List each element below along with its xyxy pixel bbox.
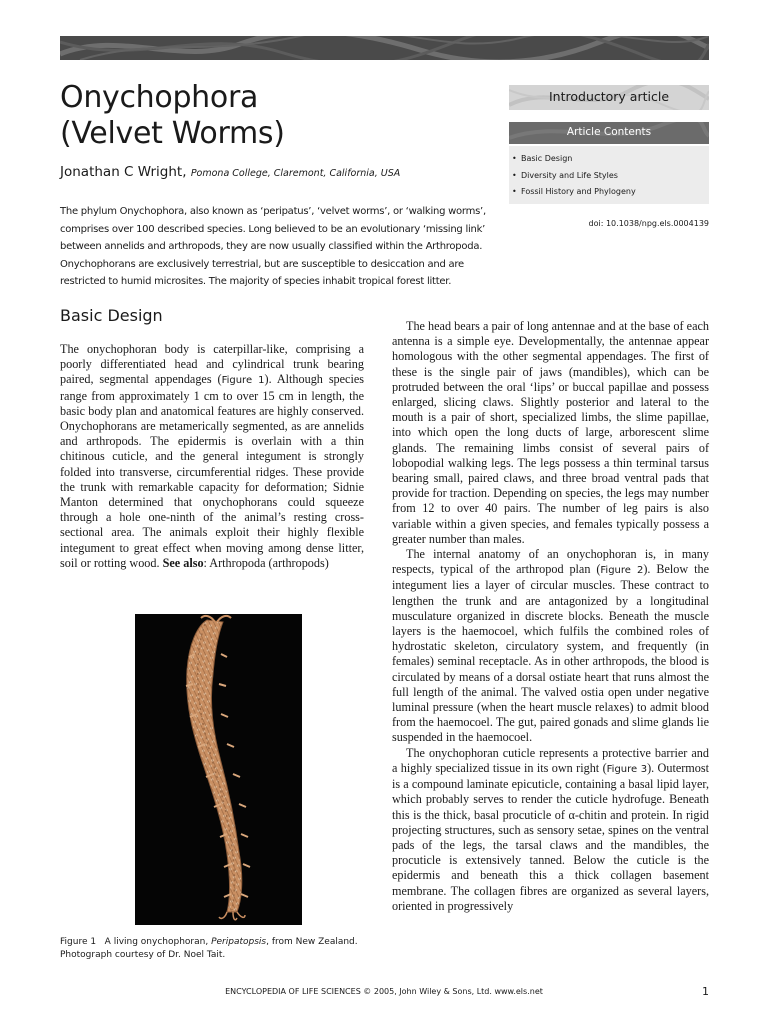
title-line-1: Onychophora — [60, 80, 259, 115]
banner-pattern — [60, 36, 709, 60]
contents-item-diversity[interactable]: • Diversity and Life Styles — [509, 168, 709, 185]
col1-text-1: The onychophoran body is caterpillar-like, comprising a poorly differentiated head and cylindrical trunk bearing paired, segmental appendages ( — [60, 342, 364, 387]
article-title — [60, 80, 285, 152]
page-number: 1 — [702, 985, 709, 998]
article-type-box — [509, 85, 709, 110]
contents-item-basic-design[interactable]: • Basic Design — [509, 151, 709, 168]
contents-heading-box — [509, 122, 709, 144]
see-also-label: See also — [162, 555, 204, 570]
caption-text-1: A living onychophoran, — [104, 937, 212, 947]
abstract: The phylum Onychophora, also known as ‘peripatus’, ‘velvet worms’, or ‘walking worms’, comprises over 100 described species. Long believed to be an evolutionary ‘missing link’ between annelids and arthropods, they are now usually classified within the Arthropoda. Onychophorans are exclusively terrestrial, but are susceptible to desiccation and are restricted to humid microsites. The majority of species inhabit tropical forest litter. — [60, 206, 486, 287]
contents-heading-label: Article Contents — [566, 126, 652, 138]
col2-p3-text-1: The onychophoran cuticle represents a protective barrier and a highly specialized tissue in its own right ( — [392, 745, 709, 775]
body-column-left — [60, 342, 364, 571]
author-name: Jonathan C Wright, — [60, 164, 187, 180]
figure-2-link[interactable]: Figure 2 — [600, 565, 644, 577]
see-also-arthropoda-link[interactable]: : Arthropoda (arthropods) — [203, 555, 329, 570]
article-contents-list — [509, 146, 709, 204]
col2-paragraph-3 — [392, 746, 709, 914]
page-footer: ENCYCLOPEDIA OF LIFE SCIENCES © 2005, John Wiley & Sons, Ltd. www.els.net — [225, 987, 543, 996]
col2-paragraph-1: The head bears a pair of long antennae and at the base of each antenna is a simple eye. Developmentally, the antennae appear homologous with the other segmental appendages. The first of these is the single pair of jaws (mandibles), which can be protruded between the oral ‘lips’ or buccal papillae and possess enlarged, slicing claws. Slightly posterior and lateral to the mouth is a pair of short, specialized limbs, the slime papillae, into which open the long ducts of large, arborescent slime glands. The remaining limbs consist of several pairs of lobopodial walking legs. The legs possess a thin terminal tarsus bearing small, paired claws, and three broad ventral pads that provide for traction. Depending on species, the legs may number from 12 to over 40 pairs. The number of leg pairs is also variable within a given species, and females typically possess a greater number than males. — [392, 319, 709, 546]
col2-p3-text-2: ). Outermost is a compound laminate epicuticle, containing a basal lipid layer, which probably serves to render the cuticle hydrofuge. Beneath this is the thick, basal procuticle of α-chitin and protein. In rigid projecting structures, such as sensory setae, spines on the ventral pads of the legs, the tarsal claws and the mandibles, the procuticle is extensively tanned. Below the cuticle is the epidermis and beneath this a thick collagen basement membrane. The collagen fibres are organized as several layers, oriented in progressively — [392, 760, 710, 913]
figure-1-link[interactable]: Figure 1 — [221, 375, 265, 387]
figure-1-label: Figure 1 — [60, 937, 97, 947]
figure-1-caption — [60, 936, 365, 962]
col2-paragraph-2 — [392, 547, 709, 746]
col1-text-2: ). Although species range from approximately 1 cm to over 15 cm in length, the basic body plan and anatomical features are highly conserved. Onychophorans are metamerically segmented, as are annelids and arthropods. The epidermis is overlain with a thin chitinous cuticle, and the general integument is strongly folded into transverse, circumferential ridges. These provide the trunk with remarkable capacity for deformation; Sidnie Manton determined that onychophorans could squeeze through a hole one-ninth of the animal’s resting cross-sectional area. The animals exploit their highly flexible integument to great effect when moving among dense litter, soil or rotting wood. — [60, 372, 365, 570]
figure-1-image — [135, 614, 302, 925]
author-line — [60, 164, 400, 180]
contents-item-fossil-history[interactable]: • Fossil History and Phylogeny — [509, 184, 709, 201]
doi-label: doi: 10.1038/npg.els.0004139 — [588, 219, 709, 228]
section-heading-basic-design: Basic Design — [60, 306, 163, 325]
article-type-label: Introductory article — [548, 89, 670, 104]
author-affiliation: Pomona College, Claremont, California, USA — [190, 168, 401, 179]
col2-p2-text-2: ). Below the integument lies a layer of circular muscles. These contract to lengthen the trunk and are antagonized by a longitudinal musculature organized in discrete blocks. Beneath the muscle layers is the haemocoel, which fulfils the combined roles of hydrostatic skeleton, circulatory system, and frequently (in females) seminal receptacle. As in other arthropods, the blood is circulated by means of a dorsal ostiate heart that runs almost the full length of the animal. The valved ostia open under negative luminal pressure (when the heart muscle relaxes) to admit blood from the haemocoel. The gut, paired gonads and slime glands lie suspended in the haemocoel. — [392, 562, 709, 745]
body-column-right — [392, 319, 709, 914]
title-line-2: (Velvet Worms) — [60, 116, 285, 151]
figure-3-link[interactable]: Figure 3 — [606, 763, 648, 775]
header-banner — [60, 36, 709, 60]
caption-species: Peripatopsis — [211, 937, 267, 947]
caption-text-2: , from New Zealand. Photograph courtesy of Dr. Noel Tait. — [60, 937, 358, 960]
col2-p2-text-1: The internal anatomy of an onychophoran is, in many respects, typical of the arthropod plan ( — [392, 547, 709, 577]
velvet-worm-illustration — [135, 614, 302, 925]
